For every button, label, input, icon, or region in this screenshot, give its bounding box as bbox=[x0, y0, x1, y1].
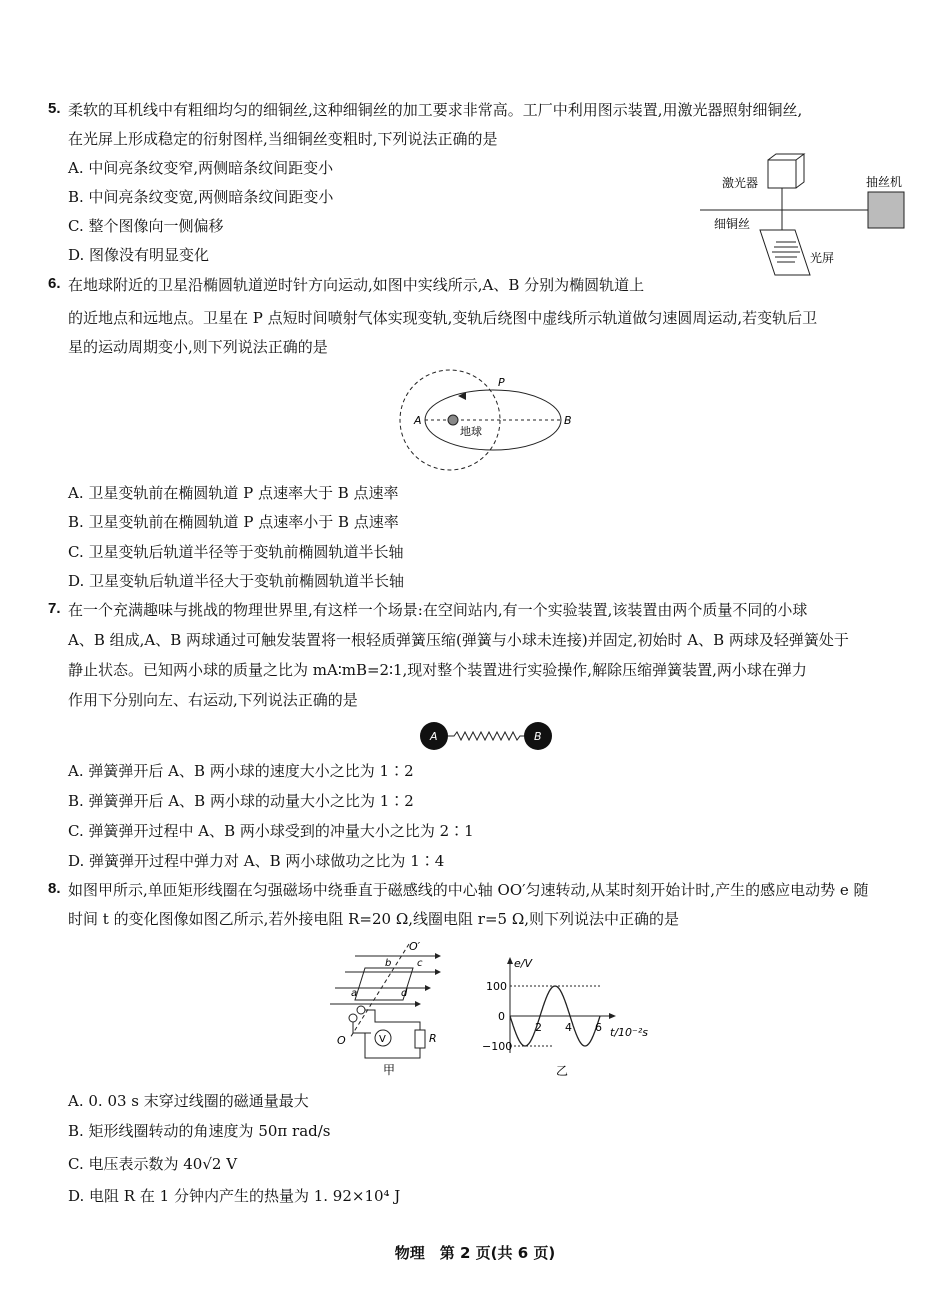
y-tick-max: 100 bbox=[486, 980, 507, 993]
question-7-text-line2: A、B 组成,A、B 两球通过可触发装置将一根轻质弹簧压缩(弹簧与小球未连接)并固定,初始时 A、B 两球及轻弹簧处于 bbox=[68, 631, 849, 649]
figure-yi-caption: 乙 bbox=[556, 1064, 569, 1078]
question-8-option-d: D. 电阻 R 在 1 分钟内产生的热量为 1. 92×10⁴ J bbox=[68, 1187, 401, 1205]
question-7-number: 7. bbox=[48, 600, 61, 617]
question-5-number: 5. bbox=[48, 100, 61, 117]
laser-diffraction-figure bbox=[700, 150, 915, 280]
ball-b-label: B bbox=[534, 730, 542, 743]
question-5-text-line2: 在光屏上形成稳定的衍射图样,当细铜丝变粗时,下列说法正确的是 bbox=[68, 130, 498, 148]
y-axis-arrow-icon bbox=[507, 957, 513, 964]
voltmeter-label: V bbox=[379, 1034, 386, 1045]
coil-c-label: c bbox=[417, 958, 423, 969]
point-p-label: P bbox=[498, 376, 505, 389]
resistor-icon bbox=[415, 1030, 425, 1048]
y-axis-label: e/V bbox=[514, 957, 532, 970]
slip-ring-1 bbox=[349, 1014, 357, 1022]
x-axis-label: t/10⁻²s bbox=[610, 1026, 648, 1039]
screen-label: 光屏 bbox=[810, 251, 835, 265]
page-footer: 物理 第 2 页(共 6 页) bbox=[394, 1244, 556, 1262]
question-5-text-line1: 柔软的耳机线中有粗细均匀的细铜丝,这种细铜丝的加工要求非常高。工厂中利用图示装置,用激光器照射细铜丝, bbox=[68, 101, 803, 119]
question-8-text-line2: 时间 t 的变化图像如图乙所示,若外接电阻 R=20 Ω,线圈电阻 r=5 Ω,则下列说法中正确的是 bbox=[68, 910, 680, 928]
question-6-text-line2: 的近地点和远地点。卫星在 P 点短时间喷射气体实现变轨,变轨后绕图中虚线所示轨道做匀速圆周运动,若变轨后卫 bbox=[68, 309, 818, 327]
slip-ring-2 bbox=[357, 1006, 365, 1014]
wire-label: 细铜丝 bbox=[714, 217, 751, 231]
question-7-option-d: D. 弹簧弹开过程中弹力对 A、B 两小球做功之比为 1∶4 bbox=[68, 852, 445, 870]
coil-a-label: a bbox=[351, 988, 358, 999]
question-8-number: 8. bbox=[48, 880, 61, 897]
coil-d-label: d bbox=[401, 988, 408, 999]
x-axis-arrow-icon bbox=[609, 1013, 616, 1019]
coil-b-label: b bbox=[385, 958, 392, 969]
earth-label: 地球 bbox=[460, 425, 482, 438]
x-tick-2: 2 bbox=[535, 1021, 542, 1034]
spring-balls-figure bbox=[418, 720, 558, 752]
point-a-label: A bbox=[414, 414, 422, 427]
orbit-figure bbox=[398, 368, 578, 473]
question-6-text-line1: 在地球附近的卫星沿椭圆轨道逆时针方向运动,如图中实线所示,A、B 分别为椭圆轨道上 bbox=[68, 276, 645, 294]
question-5-option-a: A. 中间亮条纹变窄,两侧暗条纹间距变小 bbox=[68, 159, 334, 177]
circuit-wire bbox=[365, 1010, 420, 1058]
question-6-option-c: C. 卫星变轨后轨道半径等于变轨前椭圆轨道半长轴 bbox=[68, 543, 404, 561]
resistor-label: R bbox=[429, 1032, 437, 1045]
y-tick-min: −100 bbox=[482, 1040, 513, 1053]
puller-label: 抽丝机 bbox=[866, 175, 903, 189]
question-8-text-line1: 如图甲所示,单匝矩形线圈在匀强磁场中绕垂直于磁感线的中心轴 OO′匀速转动,从某时刻开始计时,产生的感应电动势 e 随 bbox=[68, 881, 869, 899]
circuit-wire-left bbox=[353, 1022, 371, 1033]
spring-icon bbox=[448, 732, 524, 740]
laser-box bbox=[768, 154, 804, 188]
question-5-option-b: B. 中间亮条纹变宽,两侧暗条纹间距变小 bbox=[68, 188, 334, 206]
ball-a-label: A bbox=[430, 730, 438, 743]
question-6-option-d: D. 卫星变轨后轨道半径大于变轨前椭圆轨道半长轴 bbox=[68, 572, 405, 590]
generator-figure-jia bbox=[325, 938, 455, 1080]
x-tick-6: 6 bbox=[595, 1021, 602, 1034]
question-7-text-line1: 在一个充满趣味与挑战的物理世界里,有这样一个场景:在空间站内,有一个实验装置,该装置由两个质量不同的小球 bbox=[68, 601, 808, 619]
question-8-option-c: C. 电压表示数为 40√2 V bbox=[68, 1155, 238, 1173]
laser-label: 激光器 bbox=[722, 176, 759, 190]
axis-o-prime-label: O′ bbox=[409, 940, 421, 953]
question-6-number: 6. bbox=[48, 275, 61, 292]
question-7-option-b: B. 弹簧弹开后 A、B 两小球的动量大小之比为 1∶2 bbox=[68, 792, 414, 810]
y-tick-zero: 0 bbox=[498, 1010, 505, 1023]
question-5-option-d: D. 图像没有明显变化 bbox=[68, 246, 210, 264]
question-6-option-b: B. 卫星变轨前在椭圆轨道 P 点速率小于 B 点速率 bbox=[68, 513, 399, 531]
question-7-text-line3: 静止状态。已知两小球的质量之比为 mA∶mB=2∶1,现对整个装置进行实验操作,解除压缩弹簧装置,两小球在弹力 bbox=[68, 661, 807, 679]
question-8-option-a: A. 0. 03 s 末穿过线圈的磁通量最大 bbox=[68, 1092, 309, 1110]
question-6-option-a: A. 卫星变轨前在椭圆轨道 P 点速率大于 B 点速率 bbox=[68, 484, 399, 502]
question-5-option-c: C. 整个图像向一侧偏移 bbox=[68, 217, 224, 235]
question-8-option-b: B. 矩形线圈转动的角速度为 50π rad/s bbox=[68, 1122, 331, 1140]
axis-o-label: O bbox=[337, 1034, 346, 1047]
x-tick-4: 4 bbox=[565, 1021, 572, 1034]
question-7-option-a: A. 弹簧弹开后 A、B 两小球的速度大小之比为 1∶2 bbox=[68, 762, 414, 780]
emf-graph-yi bbox=[478, 955, 653, 1080]
question-7-text-line4: 作用下分别向左、右运动,下列说法正确的是 bbox=[68, 691, 358, 709]
question-7-option-c: C. 弹簧弹开过程中 A、B 两小球受到的冲量大小之比为 2∶1 bbox=[68, 822, 474, 840]
point-b-label: B bbox=[564, 414, 572, 427]
question-6-text-line3: 星的运动周期变小,则下列说法正确的是 bbox=[68, 338, 328, 356]
wire-puller-box bbox=[868, 192, 904, 228]
earth-icon bbox=[448, 415, 458, 425]
figure-jia-caption: 甲 bbox=[383, 1063, 396, 1077]
